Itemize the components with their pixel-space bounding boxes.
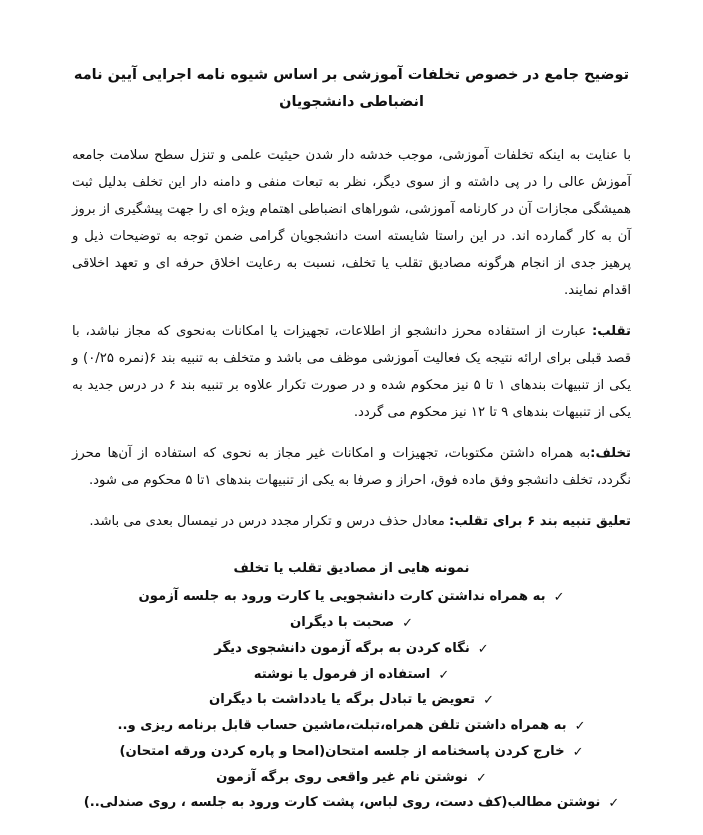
check-icon: ✓ bbox=[438, 667, 450, 683]
check-icon: ✓ bbox=[574, 719, 586, 735]
list-item bbox=[72, 739, 631, 765]
paragraph-suspension-lead: تعلیق تنبیه بند ۶ برای تقلب: bbox=[449, 514, 631, 530]
examples-heading: نمونه هایی از مصادیق تقلب یا تخلف bbox=[233, 561, 470, 577]
paragraph-cheating-text: عبارت از استفاده محرز دانشجو از اطلاعات، تجهیزات یا امکانات به‌نحوی که مجاز نباشد، با قصد قبلی برای ارائه نتیجه یک فعالیت آموزشی موظف می باشد و متخلف به تنبیه بند ۶(نمره ۰/۲۵) و یکی از تنبیهات بندهای ۱ تا ۵ نیز محکوم شده و در صورت تکرار علاوه بر تنبیه بند ۶ در درس جدید به یکی از تنبیهات بندهای ۹ تا ۱۲ نیز محکوم می گردد. bbox=[72, 324, 632, 421]
check-icon: ✓ bbox=[553, 590, 565, 606]
list-item bbox=[72, 765, 631, 791]
list-item bbox=[72, 610, 631, 636]
list-item-label: به همراه نداشتن کارت دانشجویی یا کارت ورود به جلسه آزمون bbox=[138, 589, 546, 605]
check-icon: ✓ bbox=[475, 770, 487, 786]
list-item bbox=[72, 687, 631, 713]
list-item-label: خارج کردن پاسخنامه از جلسه امتحان(امحا و پاره کردن ورقه امتحان) bbox=[119, 743, 565, 759]
paragraph-violation-text: به همراه داشتن مکتوبات، تجهیزات و امکانات غیر مجاز به نحوی که استفاده از آن‌ها محرز نگردد، تخلف دانشجو وفق ماده فوق، احراز و صرفا به یکی از تنبیهات بندهای ۱تا ۵ محکوم می شود. bbox=[72, 446, 631, 489]
paragraph-intro-text: با عنایت به اینکه تخلفات آموزشی، موجب خدشه دار شدن حیثیت علمی و تنزل سطح سلامت جامعه آموزش عالی را در پی داشته و از سوی دیگر، نظر به تبعات منفی و دامنه دار این تخلف بدلیل ثبت همیشگی مجازات آن در کارنامه آموزشی، شوراهای انضباطی اهتمام ویژه ای را جهت پیشگیری از بروز آن به کار گمارده اند. در این راستا شایسته است دانشجویان گرامی ضمن توجه به توضیحات ذیل و پرهیز جدی از انجام هرگونه مصادیق تقلب یا تخلف، نسبت به رعایت اخلاق حرفه ای و تعهد اخلاقی اقدام نمایند. bbox=[72, 147, 631, 298]
list-item-label: نوشتن مطالب(کف دست، روی لباس، پشت کارت ورود به جلسه ، روی صندلی..) bbox=[83, 795, 601, 811]
list-item-label: نوشتن نام غیر واقعی روی برگه آزمون bbox=[216, 769, 468, 785]
list-item bbox=[72, 790, 631, 816]
check-icon: ✓ bbox=[483, 693, 494, 709]
paragraph-cheating-lead: تقلب: bbox=[591, 324, 631, 339]
examples-list bbox=[72, 584, 631, 816]
list-item-label: به همراه داشتن تلفن همراه،تبلت،ماشین حساب قابل برنامه ریزی و.. bbox=[117, 718, 567, 734]
paragraph-violation-lead: تخلف: bbox=[590, 446, 631, 462]
list-item-label: تعویض یا تبادل برگه یا یادداشت با دیگران bbox=[209, 692, 476, 708]
list-item-label: نگاه کردن به برگه آزمون دانشجوی دیگر bbox=[214, 640, 470, 656]
paragraph-cheating bbox=[72, 318, 631, 426]
list-item-label: صحبت با دیگران bbox=[290, 615, 395, 631]
page-title: توضیح جامع در خصوص تخلفات آموزشی بر اساس شیوه نامه اجرایی آیین نامه انضباطی دانشجویان bbox=[73, 67, 630, 110]
check-icon: ✓ bbox=[608, 796, 620, 812]
check-icon: ✓ bbox=[402, 616, 413, 632]
list-item bbox=[72, 713, 631, 739]
list-item bbox=[72, 636, 631, 662]
list-item bbox=[72, 662, 631, 688]
paragraph-suspension bbox=[72, 508, 631, 535]
paragraph-violation bbox=[72, 440, 631, 494]
check-icon: ✓ bbox=[572, 744, 584, 760]
paragraph-suspension-text: معادل حذف درس و تکرار مجدد درس در نیمسال بعدی می باشد. bbox=[89, 514, 450, 530]
check-icon: ✓ bbox=[477, 641, 489, 657]
list-item-label: استفاده از فرمول یا نوشته bbox=[253, 666, 431, 682]
list-item bbox=[72, 584, 631, 610]
paragraph-intro bbox=[72, 142, 631, 304]
